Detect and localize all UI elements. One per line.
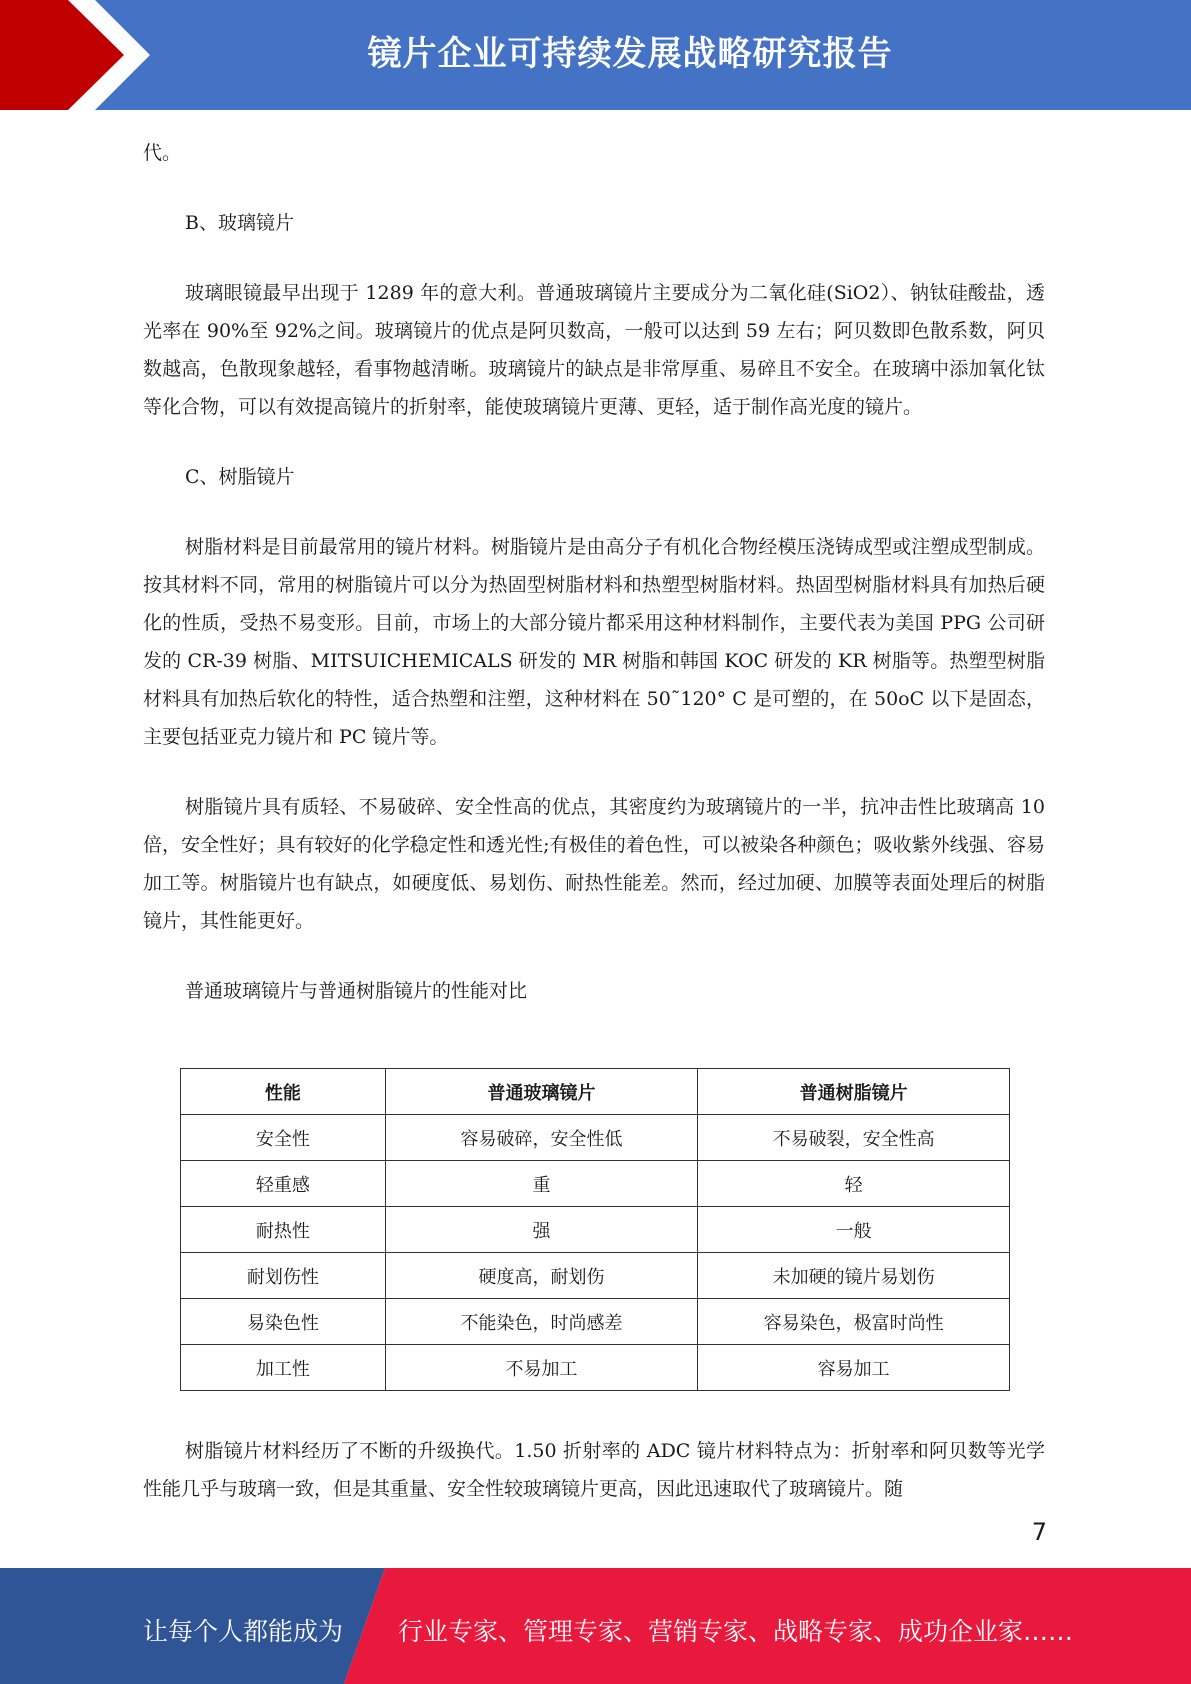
paragraph-continuation: 代。 — [143, 142, 182, 164]
table-header-cell: 性能 — [181, 1069, 386, 1115]
page-number: 7 — [1031, 1518, 1047, 1546]
table-cell: 耐热性 — [181, 1207, 386, 1253]
paragraph-glass-lens: 玻璃眼镜最早出现于 1289 年的意大利。普通玻璃镜片主要成分为二氧化硅(SiO2）、钠钛硅酸盐，透光率在 90%至 92%之间。玻璃镜片的优点是阿贝数高，一般可以达到 59 左右；阿贝数即色散系数，阿贝数越高，色散现象越轻，看事物越清晰。玻璃镜片的缺点是非常厚重、易碎且不安全。在玻璃中添加氧化钛等化合物，可以有效提高镜片的折射率，能使玻璃镜片更薄、更轻，适于制作高光度的镜片。 — [143, 282, 1045, 418]
table-cell: 不易破裂，安全性高 — [698, 1115, 1010, 1161]
body-text — [143, 134, 1045, 1010]
report-title: 镜片企业可持续发展战略研究报告 — [367, 34, 893, 74]
paragraph-resin-properties: 树脂镜片具有质轻、不易破碎、安全性高的优点，其密度约为玻璃镜片的一半，抗冲击性比玻璃高 10 倍，安全性好；具有较好的化学稳定性和透光性;有极佳的着色性，可以被染各种颜色；吸收紫外线强、容易加工等。树脂镜片也有缺点，如硬度低、易划伤、耐热性能差。然而，经过加硬、加膜等表面处理后的树脂镜片，其性能更好。 — [143, 796, 1045, 932]
paragraph-resin-materials: 树脂材料是目前最常用的镜片材料。树脂镜片是由高分子有机化合物经模压浇铸成型或注塑成型制成。按其材料不同，常用的树脂镜片可以分为热固型树脂材料和热塑型树脂材料。热固型树脂材料具有加热后硬化的性质，受热不易变形。目前，市场上的大部分镜片都采用这种材料制作，主要代表为美国 PPG 公司研发的 CR-39 树脂、MITSUICHEMICALS 研发的 MR 树脂和韩国 KOC 研发的 KR 树脂等。热塑型树脂材料具有加热后软化的特性，适合热塑和注塑，这种材料在 50˜120° C 是可塑的，在 50oC 以下是固态，主要包括亚克力镜片和 PC 镜片等。 — [143, 536, 1045, 748]
table-row — [181, 1207, 1010, 1253]
table-cell: 安全性 — [181, 1115, 386, 1161]
table-cell: 一般 — [698, 1207, 1010, 1253]
section-heading-glass-lens: B、玻璃镜片 — [185, 212, 294, 234]
header-arrow-decoration — [0, 0, 160, 110]
table-cell: 硬度高，耐划伤 — [385, 1253, 698, 1299]
table-cell: 不易加工 — [385, 1345, 698, 1391]
footer-slogan-right: 行业专家、管理专家、营销专家、战略专家、成功企业家…… — [398, 1617, 1074, 1646]
table-cell: 未加硬的镜片易划伤 — [698, 1253, 1010, 1299]
table-row — [181, 1299, 1010, 1345]
page-header — [0, 0, 1191, 110]
table-cell: 轻 — [698, 1161, 1010, 1207]
table-caption: 普通玻璃镜片与普通树脂镜片的性能对比 — [185, 980, 528, 1002]
table-cell: 重 — [385, 1161, 698, 1207]
table-cell: 容易染色，极富时尚性 — [698, 1299, 1010, 1345]
table-cell: 轻重感 — [181, 1161, 386, 1207]
table-cell: 容易破碎，安全性低 — [385, 1115, 698, 1161]
table-cell: 耐划伤性 — [181, 1253, 386, 1299]
table-cell: 易染色性 — [181, 1299, 386, 1345]
page-footer — [0, 1568, 1191, 1684]
body-text-continued — [143, 1432, 1045, 1508]
table-cell: 容易加工 — [698, 1345, 1010, 1391]
table-header-row — [181, 1069, 1010, 1115]
table-cell: 加工性 — [181, 1345, 386, 1391]
table-row — [181, 1115, 1010, 1161]
table-cell: 不能染色，时尚感差 — [385, 1299, 698, 1345]
section-heading-resin-lens: C、树脂镜片 — [185, 466, 295, 488]
paragraph-resin-upgrades: 树脂镜片材料经历了不断的升级换代。1.50 折射率的 ADC 镜片材料特点为：折射率和阿贝数等光学性能几乎与玻璃一致，但是其重量、安全性较玻璃镜片更高，因此迅速取代了玻璃镜片。随 — [143, 1440, 1045, 1500]
footer-slogan-left: 让每个人都能成为 — [143, 1617, 344, 1646]
table-cell: 强 — [385, 1207, 698, 1253]
table-header-cell: 普通树脂镜片 — [698, 1069, 1010, 1115]
comparison-table — [180, 1068, 1010, 1391]
table-row — [181, 1161, 1010, 1207]
table-row — [181, 1253, 1010, 1299]
table-row — [181, 1345, 1010, 1391]
table-header-cell: 普通玻璃镜片 — [385, 1069, 698, 1115]
